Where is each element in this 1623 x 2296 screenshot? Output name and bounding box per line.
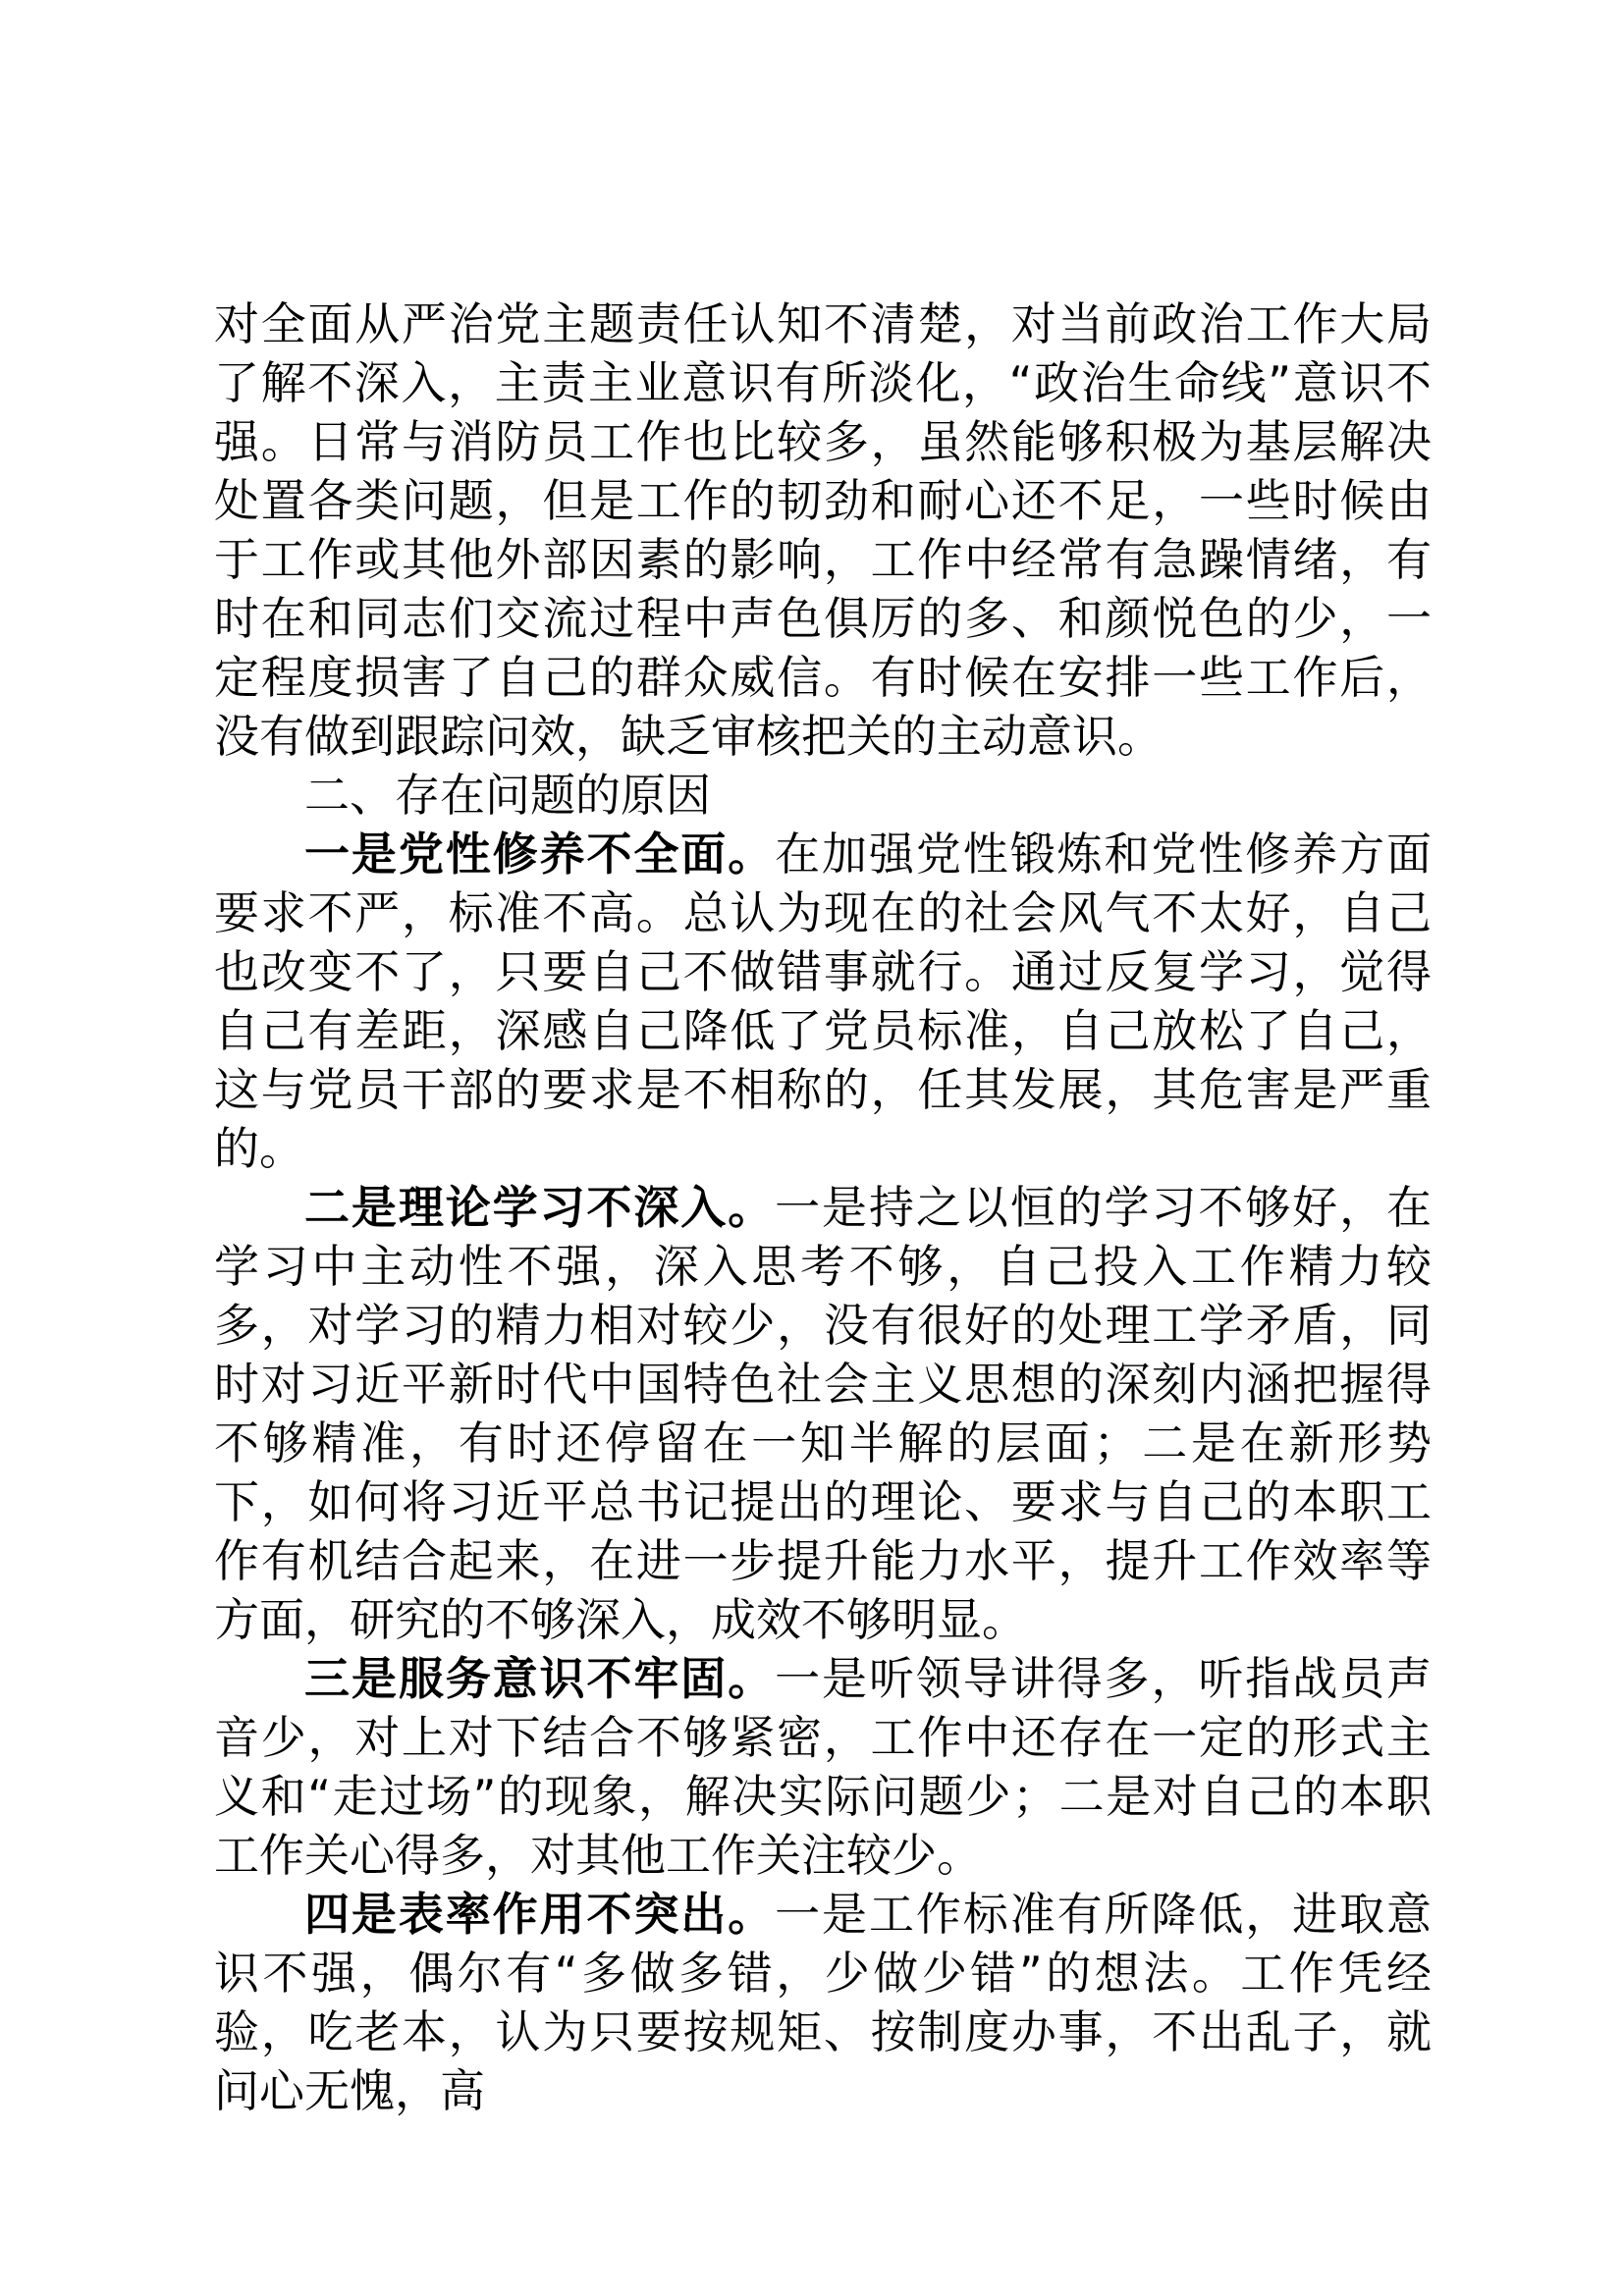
reason-text: 一是工作标准有所降低，进取意识不强，偶尔有“多做多错，少做少错”的想法。工作凭经验，吃老本，认为只要按规矩、按制度办事，不出乱子，就问心无愧，高 bbox=[214, 1888, 1433, 2117]
section-heading: 二、存在问题的原因 bbox=[304, 769, 711, 822]
reason-lead: 四是表率作用不突出。 bbox=[304, 1888, 776, 1941]
reason-text: 在加强党性锻炼和党性修养方面要求不严，标准不高。总认为现在的社会风气不太好，自己也改变不了，只要自己不做错事就行。通过反复学习，觉得自己有差距，深感自己降低了党员标准，自己放松了自己，这与党员干部的要求是不相称的，任其发展，其危害是严重的。 bbox=[214, 828, 1433, 1175]
reason-lead: 三是服务意识不牢固。 bbox=[304, 1652, 776, 1705]
reason-paragraph-3 bbox=[214, 1649, 1432, 1885]
reason-lead: 一是党性修养不全面。 bbox=[304, 828, 776, 881]
reason-paragraph-1 bbox=[214, 825, 1432, 1178]
reason-text: 一是持之以恒的学习不够好，在学习中主动性不强，深入思考不够，自己投入工作精力较多，对学习的精力相对较少，没有很好的处理工学矛盾，同时对习近平新时代中国特色社会主义思想的深刻内涵把握得不够精准，有时还停留在一知半解的层面；二是在新形势下，如何将习近平总书记提出的理论、要求与自己的本职工作有机结合起来，在进一步提升能力水平，提升工作效率等方面，研究的不够深入，成效不够明显。 bbox=[214, 1181, 1433, 1646]
body-paragraph bbox=[214, 294, 1432, 766]
reason-paragraph-2 bbox=[214, 1178, 1432, 1649]
paragraph-text: 对全面从严治党主题责任认知不清楚，对当前政治工作大局了解不深入，主责主业意识有所淡化，“政治生命线”意识不强。日常与消防员工作也比较多，虽然能够积极为基层解决处置各类问题，但是工作的韧劲和耐心还不足，一些时候由于工作或其他外部因素的影响，工作中经常有急躁情绪，有时在和同志们交流过程中声色俱厉的多、和颜悦色的少，一定程度损害了自己的群众威信。有时候在安排一些工作后，没有做到跟踪问效，缺乏审核把关的主动意识。 bbox=[214, 297, 1432, 763]
reason-lead: 二是理论学习不深入。 bbox=[304, 1181, 776, 1234]
reason-paragraph-4 bbox=[214, 1885, 1432, 2120]
document-body bbox=[214, 294, 1432, 2120]
reason-text: 一是听领导讲得多，听指战员声音少，对上对下结合不够紧密，工作中还存在一定的形式主义和“走过场”的现象，解决实际问题少；二是对自己的本职工作关心得多，对其他工作关注较少。 bbox=[214, 1652, 1433, 1882]
